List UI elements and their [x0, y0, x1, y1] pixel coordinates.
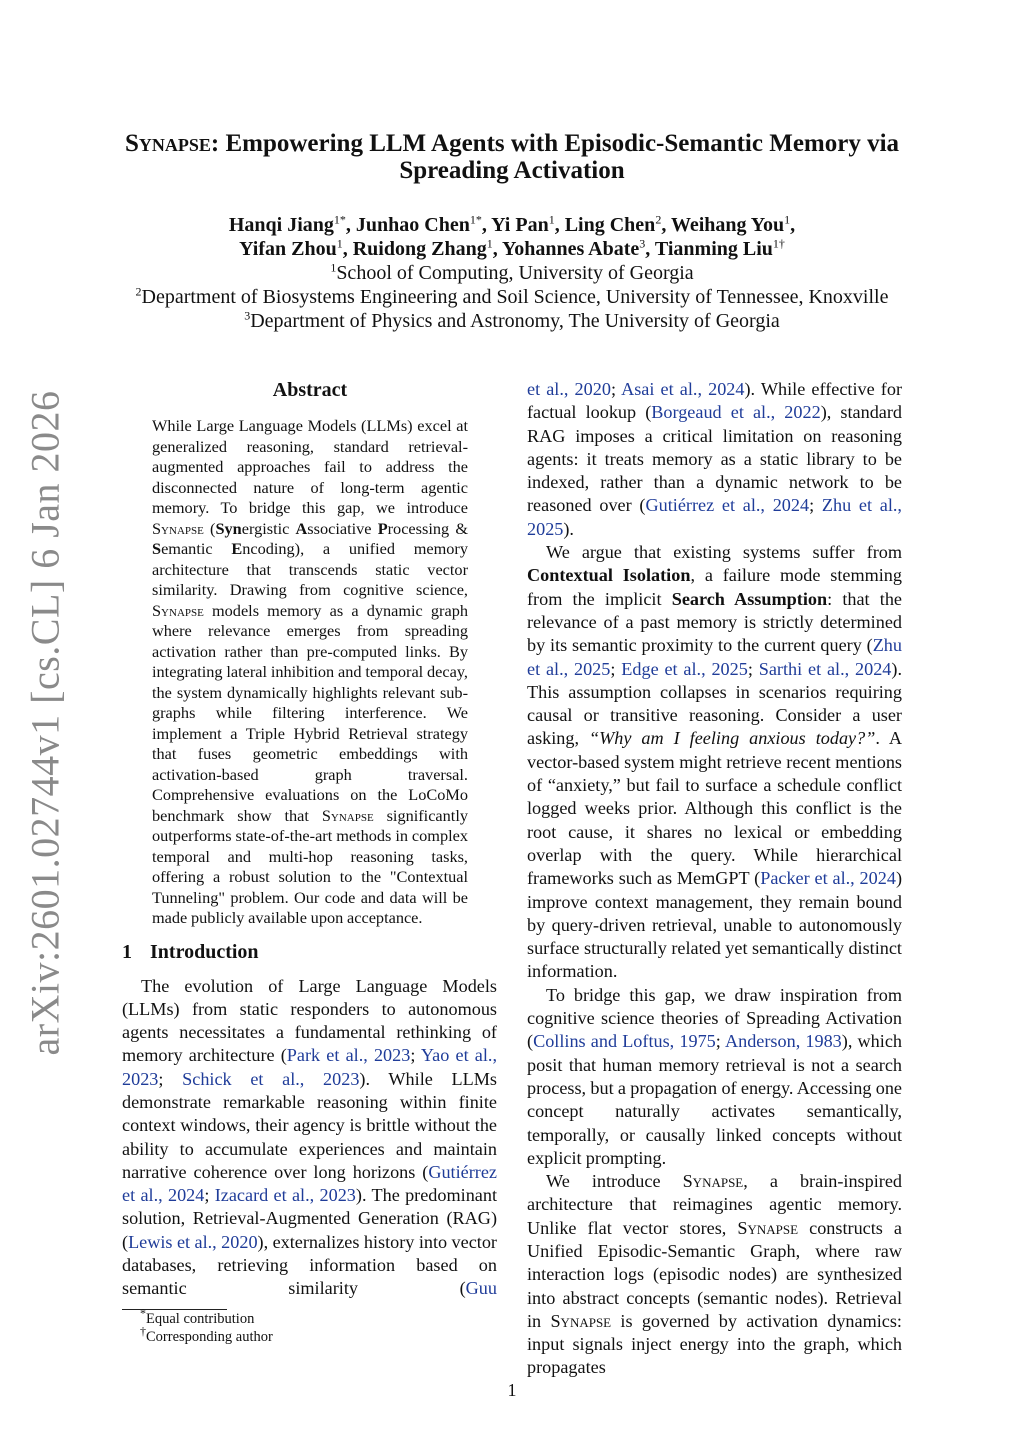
paragraph	[527, 1170, 902, 1380]
affiliation-text: School of Computing, University of Georgia	[336, 262, 694, 284]
paragraph	[527, 378, 902, 541]
footnote-text: Corresponding author	[146, 1328, 273, 1345]
bold-text: A	[295, 518, 308, 538]
text-run: ;	[610, 379, 622, 399]
title-line1: : Empowering LLM Agents with Episodic-Semantic Memory via	[210, 130, 900, 157]
text-run: ssociative	[307, 518, 378, 538]
author-name: Junhao Chen	[355, 214, 470, 236]
text-run: (	[203, 518, 216, 538]
citation-link[interactable]: Zhu et al., 2025	[527, 635, 902, 679]
footnote-corresponding-author	[140, 1323, 497, 1346]
system-name: Synapse	[737, 1217, 799, 1238]
citation-link[interactable]: Schick et al., 2023	[182, 1068, 360, 1089]
arxiv-stamp: arXiv:2601.02744v1 [cs.CL] 6 Jan 2026	[22, 390, 68, 1056]
text-run: ;	[158, 1068, 183, 1089]
text-run: ).	[563, 518, 574, 539]
abstract-text	[152, 416, 468, 929]
affiliation-text: Department of Physics and Astronomy, The University of Georgia	[250, 310, 780, 332]
affiliation	[100, 285, 924, 309]
author-name: Hanqi Jiang	[228, 214, 334, 236]
citation-link[interactable]: Sarthi et al., 2024	[758, 658, 892, 679]
author-name: Ruidong Zhang	[352, 238, 487, 260]
author-line-1: Hanqi Jiang$^{1*}$, Junhao Chen$^{1*}$, Yi Pan$^1$, Ling Chen$^2$, Weihang You$^1$,	[228, 212, 796, 236]
citation-link[interactable]: Borgeaud et al., 2022	[651, 402, 821, 423]
citation-link[interactable]: Asai et al., 2024	[621, 379, 745, 399]
text-run: ;	[204, 1185, 215, 1206]
paragraph	[527, 541, 902, 984]
bold-text: E	[231, 539, 243, 558]
bold-text: P	[377, 518, 388, 538]
affiliation	[100, 261, 924, 285]
author-name: Ling Chen	[564, 214, 656, 236]
citation-link[interactable]: et al., 2020	[527, 379, 611, 399]
section-title: Introduction	[150, 940, 259, 963]
text-run: ;	[715, 1031, 725, 1052]
paper-title	[100, 130, 924, 184]
affiliation-mark: 2	[135, 284, 142, 299]
right-column-body	[527, 378, 902, 1380]
text-run: ). While LLMs demonstrate remarkable reasoning within finite context windows, their agency is brittle without the ability to accumulate experiences and maintain narrative coherence over long horizons (	[122, 1068, 497, 1182]
citation-link[interactable]: Yao et al., 2023	[122, 1045, 497, 1089]
text-run: ), standard RAG imposes a critical limitation on reasoning agents: it treats memory as a static library to be indexed, rather than a dynamic network to be reasoned over (	[527, 402, 903, 516]
author-name: Yohannes Abate	[501, 238, 640, 260]
author-name: Weihang You	[670, 214, 785, 236]
section-heading-introduction	[122, 939, 497, 965]
text-run: ncoding), a unified memory architecture that transcends static vector similarity. Drawing from cognitive science,	[152, 539, 468, 599]
author-name: Yifan Zhou	[239, 238, 337, 260]
bold-text: Search Assumption	[671, 588, 828, 609]
text-run: emantic	[161, 539, 232, 558]
text-run: rocessing &	[387, 518, 468, 538]
italic-text: “Why am I feeling anxious today?”	[589, 728, 876, 749]
text-run: ). This assumption collapses in scenarios requiring causal or transitive reasoning. Consider a user asking,	[527, 658, 902, 749]
footnote-text: Equal contribution	[146, 1310, 255, 1327]
author-affiliation-mark: 1*	[469, 212, 482, 227]
citation-link[interactable]: Park et al., 2023	[286, 1045, 411, 1066]
author-name: Tianming Liu	[654, 238, 773, 260]
citation-link[interactable]: Anderson, 1983	[724, 1031, 842, 1052]
text-run: , a brain-inspired architecture that reimagines agentic memory. Unlike flat vector stores,	[527, 1171, 902, 1238]
text-run: We argue that existing systems suffer from	[546, 542, 902, 563]
system-name: Synapse	[682, 1171, 744, 1192]
author-affiliation-mark: 1	[548, 212, 555, 227]
citation-link[interactable]: Zhu et al., 2025	[527, 495, 902, 539]
author-affiliation-mark: 1*	[333, 212, 346, 227]
author-block	[100, 213, 924, 333]
text-run: ) improve context management, they remain bound by query-driven retrieval, unable to autonomously surface structurally related yet semantically distinct information.	[527, 868, 902, 982]
system-name: Synapse	[321, 805, 374, 825]
text-run: constructs a Unified Episodic-Semantic Graph, where raw interaction logs (episodic nodes) are synthesized into abstract concepts (semantic nodes). Retrieval in	[527, 1217, 902, 1331]
text-run: ;	[610, 658, 622, 679]
affiliations	[100, 261, 924, 333]
bold-text: S	[152, 539, 162, 558]
paragraph	[527, 984, 902, 1170]
author-name: Yi Pan	[491, 214, 549, 236]
citation-link[interactable]: Gutiérrez et al., 2024	[645, 495, 810, 516]
affiliation-mark: 3	[244, 308, 251, 323]
text-run: To bridge this gap, we draw inspiration from cognitive science theories of Spreading Activation (	[527, 984, 902, 1052]
text-run: significantly outperforms state-of-the-art methods in complex temporal and multi-hop reasoning tasks, offering a robust solution to the "Contextual Tunneling" problem. Our code and data will be made publicly available upon acceptance.	[152, 805, 468, 927]
text-run: ;	[747, 658, 759, 679]
title-system-name: Synapse	[124, 130, 211, 157]
system-name: Synapse	[550, 1310, 612, 1331]
text-run: ;	[809, 495, 822, 516]
section-number: 1	[122, 940, 132, 963]
text-run: is governed by activation dynamics: input signals inject energy into the graph, which propagates	[527, 1310, 902, 1378]
text-run: ;	[410, 1045, 421, 1066]
text-run: ), externalizes history into vector databases, retrieving information based on semantic similarity (	[122, 1231, 497, 1299]
text-run: . A vector-based system might retrieve recent mentions of “anxiety,” but fail to surface a schedule conflict logged weeks prior. Although this conflict is the root cause, it shares no lexical or embedding overlap with the query. While hierarchical frameworks such as MemGPT (	[527, 728, 902, 889]
affiliation	[100, 309, 924, 333]
citation-link[interactable]: Packer et al., 2024	[760, 868, 896, 889]
footnote-mark: *	[140, 1305, 146, 1320]
author-affiliation-mark: 1†	[772, 236, 785, 251]
citation-link[interactable]: Gutiérrez et al., 2024	[122, 1161, 497, 1206]
author-affiliation-mark: 3	[639, 236, 646, 251]
bold-text: Syn	[215, 518, 242, 538]
text-run: , a failure mode stemming from the implicit	[527, 565, 902, 609]
text-run: ergistic	[241, 518, 296, 538]
citation-link[interactable]: Edge et al., 2025	[621, 658, 748, 679]
text-run: ). The predominant solution, Retrieval-Augmented Generation (RAG) (	[122, 1185, 498, 1252]
page-number: 1	[507, 1380, 517, 1400]
left-column-body	[122, 975, 497, 1301]
text-run: : that the relevance of a past memory is strictly determined by its semantic proximity to the current query (	[527, 588, 902, 656]
title-line2: Spreading Activation	[399, 157, 625, 184]
author-affiliation-mark: 2	[655, 212, 662, 227]
abstract-heading: Abstract	[272, 379, 348, 401]
footnote-equal-contribution	[140, 1305, 497, 1328]
affiliation-text: Department of Biosystems Engineering and Soil Science, University of Tennessee, Knoxville	[141, 286, 889, 308]
author-affiliation-mark: 1	[336, 236, 343, 251]
paragraph	[122, 975, 497, 1301]
text-run: ). While effective for factual lookup (	[527, 379, 902, 423]
text-run: While Large Language Models (LLMs) excel at generalized reasoning, standard retrieval-augmented approaches fail to address the disconnected nature of long-term agentic memory. To bridge this gap, we introduce	[152, 416, 468, 517]
author-affiliation-mark: 1	[486, 236, 493, 251]
citation-link[interactable]: Lewis et al., 2020	[128, 1231, 258, 1252]
author-line-2: Yifan Zhou$^1$, Ruidong Zhang$^1$, Yohannes Abate$^3$, Tianming Liu$^{1\dagger}$	[239, 236, 785, 260]
footnote-mark: †	[140, 1323, 146, 1338]
citation-link[interactable]: Izacard et al., 2023	[214, 1185, 356, 1206]
citation-link[interactable]: Guu	[465, 1278, 497, 1299]
text-run: We introduce	[546, 1171, 683, 1192]
text-run: ), which posit that human memory retrieval is not a search process, but a propagation of energy. Accessing one concept naturally activates semantically, temporally, or causally linked concepts without explicit prompting.	[527, 1031, 902, 1168]
left-column	[122, 378, 497, 1346]
text-run: models memory as a dynamic graph where relevance emerges from spreading activation rather than pre-computed links. By integrating lateral inhibition and temporal decay, the system dynamically highlights relevant sub-graphs while filtering interference. We implement a Triple Hybrid Retrieval strategy that fuses geometric embeddings with activation-based graph traversal. Comprehensive evaluations on the LoCoMo benchmark show that	[152, 600, 468, 825]
system-name: Synapse	[152, 600, 204, 620]
bold-text: Contextual Isolation	[527, 565, 691, 586]
author-affiliation-mark: 1	[784, 212, 791, 227]
text-run: The evolution of Large Language Models (LLMs) from static responders to autonomous agents necessitates a fundamental rethinking of memory architecture (	[122, 975, 497, 1066]
system-name: Synapse	[152, 518, 204, 538]
citation-link[interactable]: Collins and Loftus, 1975	[533, 1031, 716, 1052]
affiliation-mark: 1	[330, 260, 337, 275]
